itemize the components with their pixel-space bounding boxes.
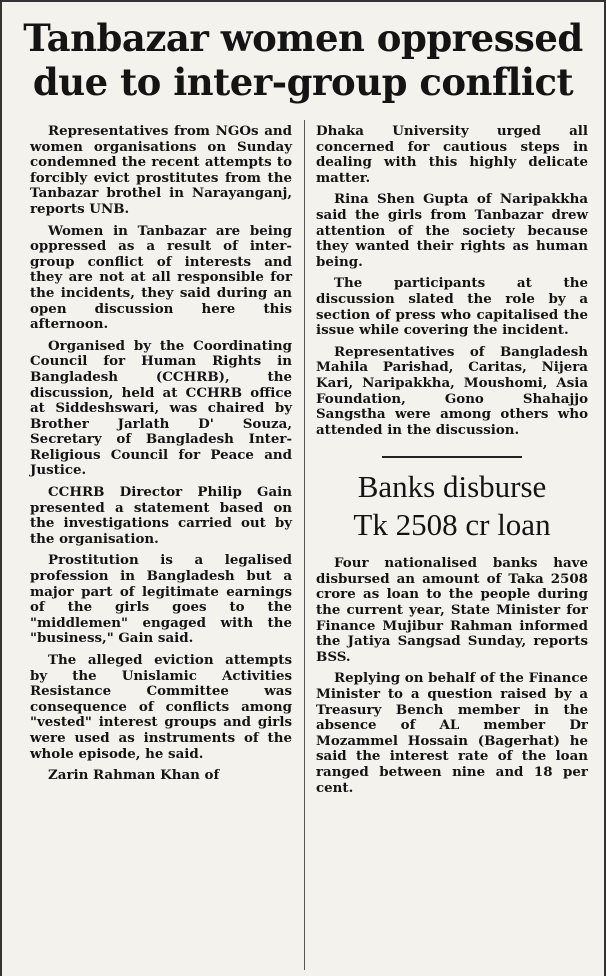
- article-headline: [2, 16, 604, 104]
- paragraph: Rina Shen Gupta of Naripakkha said the girls from Tanbazar drew attention of the society because they wanted their rights as human being.: [316, 191, 588, 270]
- right-column: [316, 124, 588, 802]
- paragraph: Representatives of Bangladesh Mahila Parishad, Caritas, Nijera Kari, Naripakkha, Moushomi, Asia Foundation, Gono Shahajjo Sangstha were among others who attended in the discussion.: [316, 343, 588, 438]
- paragraph: Prostitution is a legalised profession in Bangladesh but a major part of legitimate earnings of the girls goes to the "middlemen" engaged with the "business," Gain said.: [30, 552, 292, 647]
- paragraph: Dhaka University urged all concerned for cautious steps in dealing with this highly delicate matter.: [316, 123, 588, 186]
- column-divider: [304, 120, 305, 970]
- section-rule: [382, 456, 522, 458]
- paragraph: Replying on behalf of the Finance Minister to a question raised by a Treasury Bench member in the absence of AL member Dr Mozammel Hossain (Bagerhat) he said the interest rate of the loan ranged between nine and 18 per cent.: [316, 670, 588, 796]
- paragraph: The participants at the discussion slated the role by a section of press who capitalised the issue while covering the incident.: [316, 275, 588, 339]
- headline-line-1: Tanbazar women oppressed: [23, 16, 583, 60]
- paragraph: Organised by the Coordinating Council for Human Rights in Bangladesh (CCHRB), the discussion, held at CCHRB office at Siddeshswari, was chaired by Brother Jarlath D' Souza, Secretary of Bangladesh Inter-Religious Council for Peace and Justice.: [30, 337, 292, 479]
- paragraph: Zarin Rahman Khan of: [48, 767, 220, 784]
- paragraph: Four nationalised banks have disbursed an amount of Taka 2508 crore as loan to the people during the current year, State Minister for Finance Mujibur Rahman informed the Jatiya Sangsad Sunday, reports BSS.: [316, 555, 588, 665]
- left-column: [30, 124, 292, 790]
- paragraph: Representatives from NGOs and women organisations on Sunday condemned the recent attempts to forcibly evict prostitutes from the Tanbazar brothel in Narayanganj, reports UNB.: [30, 123, 292, 217]
- headline-line-1: Banks disburse: [357, 469, 547, 505]
- headline-line-2: due to inter-group conflict: [32, 60, 574, 104]
- paragraph: Women in Tanbazar are being oppressed as a result of inter-group conflict of interests and they are not at all responsible for the incidents, they said during an open discussion here this afternoon.: [30, 222, 292, 333]
- second-article-headline: [316, 468, 588, 544]
- paragraph: CCHRB Director Philip Gain presented a statement based on the investigations carried out by the organisation.: [30, 484, 292, 547]
- paragraph: The alleged eviction attempts by the Unislamic Activities Resistance Committee was consequence of conflicts among "vested" interest groups and girls were used as instruments of the whole episode, he said.: [30, 652, 292, 762]
- headline-line-2: Tk 2508 cr loan: [353, 507, 551, 543]
